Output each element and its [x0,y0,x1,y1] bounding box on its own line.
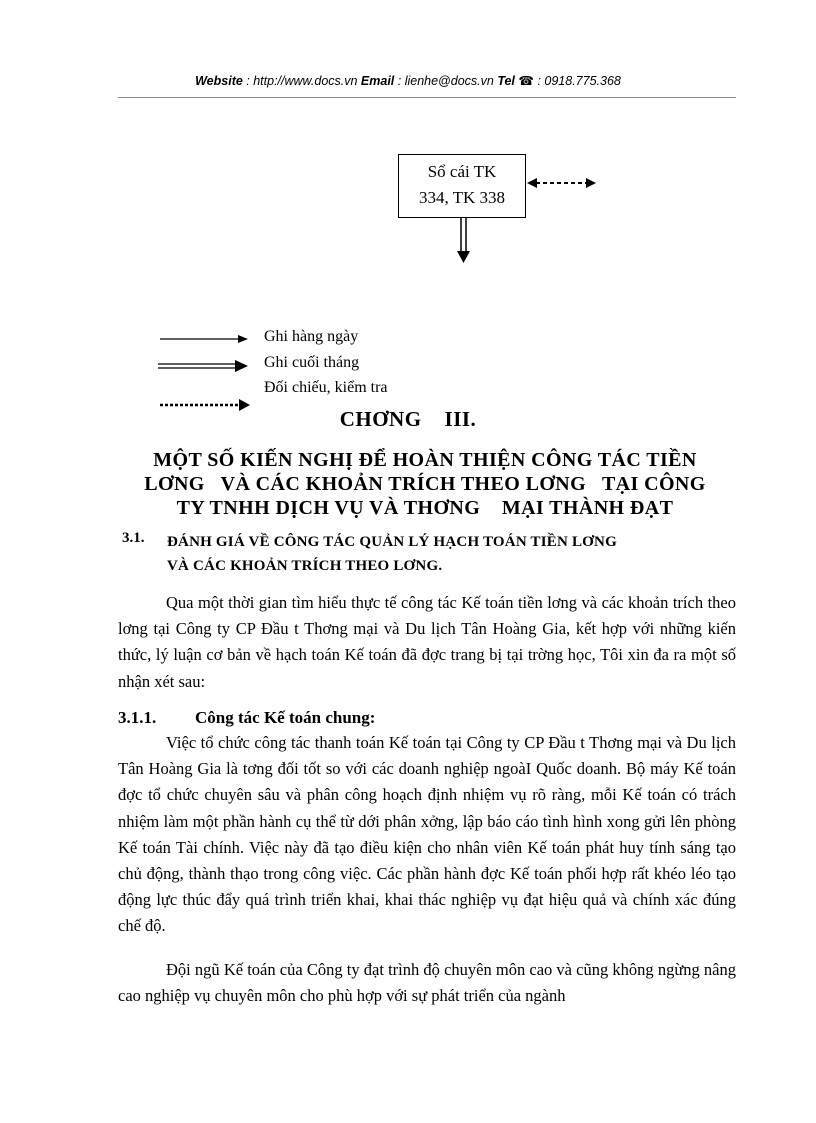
email-value: : lienhe@docs.vn [394,74,498,88]
subsection-number: 3.1.1. [118,708,157,727]
chapter-title-line: MỘT SỐ KIẾN NGHỊ ĐỂ HOÀN THIỆN CÔNG TÁC TIỀN [153,449,697,471]
subsection-title: Công tác Kế toán chung: [195,708,376,727]
section-title [167,530,737,578]
website-label: Website [195,74,243,88]
legend-monthly-label: Ghi cuối tháng [264,354,360,371]
legend-single-arrow [160,335,248,343]
chapter-heading: CHƠNG III. [339,407,477,431]
ledger-box-line2: 334, TK 338 [418,188,506,207]
dashed-bidirectional-arrow [527,178,596,188]
ledger-box [398,154,526,218]
section-title-line: VÀ CÁC KHOẢN TRÍCH THEO LƠNG. [167,558,443,574]
paragraph-general-accounting: Việc tổ chức công tác thanh toán Kế toán tại Công ty CP Đầu t Thơng mại và Du lịch Tân Hoàng Gia là tơng đối tốt so với các doanh nghiệp ngoàI Quốc doanh. Bộ máy Kế toán đợc tổ chức chuyên sâu và phân công hoạch định nhiệm vụ rõ ràng, mỗi Kế toán có trách nhiệm làm một phần hành cụ thể từ dới phân xởng, lập báo cáo tình hình xong gửi lên phòng Kế toán Tài chính. Việc này đã tạo điều kiện cho nhân viên Kế toán phát huy tính sáng tạo chủ động, thành thạo trong công việc. Các phần hành đợc Kế toán phối hợp rất khéo léo tạo động lực thúc đẩy quá trình triển khai, khai thác nghiệp vụ đạt hiệu quả và chính xác đúng chế độ. [118,733,736,936]
legend-double-arrow [158,360,248,372]
double-down-arrow [457,218,470,263]
chapter-title-line: TY TNHH DỊCH VỤ VÀ THƠNG MẠI THÀNH ĐẠT [176,497,674,519]
tel-value: : 0918.775.368 [533,74,621,88]
section-number: 3.1. [122,530,145,546]
email-label: Email [360,74,395,88]
legend-check-label: Đối chiếu, kiểm tra [264,379,388,396]
chapter-title-line: LƠNG VÀ CÁC KHOẢN TRÍCH THEO LƠNG TẠI CÔNG [144,473,706,495]
ledger-box-line1: Sổ cái TK [427,162,497,181]
phone-icon: ☎ [518,74,534,88]
paragraph-intro: Qua một thời gian tìm hiểu thực tế công tác Kế toán tiền lơng và các khoản trích theo lơng tại Công ty CP Đầu t Thơng mại và Du lịch Tân Hoàng Gia, kết hợp với những kiến thức, lý luận cơ bản về hạch toán Kế toán đã đợc trang bị tại trờng học, Tôi xin đa ra một số nhận xét sau: [118,593,736,691]
legend-daily-label: Ghi hàng ngày [264,328,359,345]
section-title-line: ĐÁNH GIÁ VỀ CÔNG TÁC QUẢN LÝ HẠCH TOÁN TIỀN LƠNG [167,534,617,550]
website-value: : http://www.docs.vn [242,74,361,88]
paragraph-accounting-team: Đội ngũ Kế toán của Công ty đạt trình độ chuyên môn cao và cũng không ngừng nâng cao nghiệp vụ chuyên môn cho phù hợp với sự phát triển của ngành [118,960,736,1006]
tel-label: Tel [497,74,515,88]
chapter-title [110,448,740,520]
